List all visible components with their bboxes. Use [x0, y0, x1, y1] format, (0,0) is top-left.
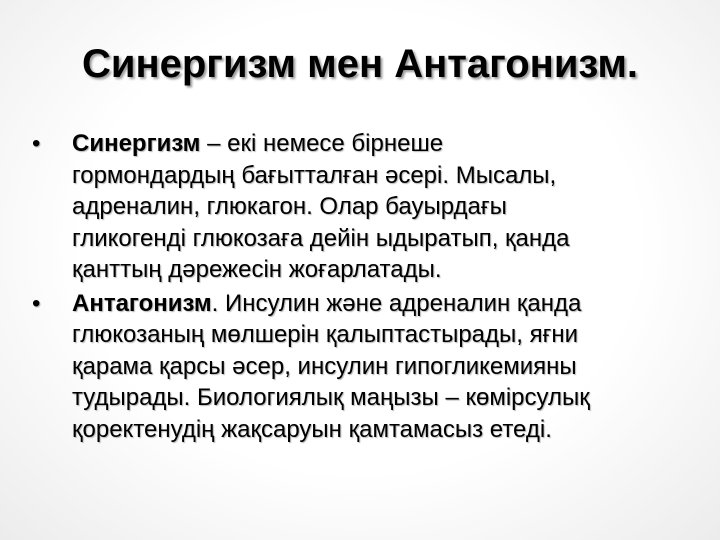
- bullet-dot-icon: •: [32, 289, 41, 317]
- bullet-line: тудырады. Биологиялық маңызы – көмірсулық: [72, 384, 590, 411]
- bullet-dot-icon: •: [32, 130, 41, 157]
- bullet-line: [72, 288, 700, 320]
- term-antagonism: Антагонизм: [72, 289, 212, 317]
- bullet-line: гормондардың бағытталған әсері. Мысалы,: [72, 161, 557, 189]
- bullet-line: [72, 128, 700, 160]
- bullet-line: адреналин, глюкагон. Олар бауырдағы: [72, 193, 507, 220]
- slide-title: Синергизм мен Антагонизм.: [81, 42, 639, 86]
- bullet-text: – екі немесе бірнеше: [200, 130, 444, 157]
- bullet-synergism: [28, 128, 700, 286]
- bullet-line: қоректенудің жақсаруын қамтамасыз етеді.: [72, 415, 552, 443]
- bullet-line: қанттың дәрежесін жоғарлатады.: [72, 256, 442, 283]
- bullet-list: [28, 128, 700, 447]
- bullet-line: гликогенді глюкозаға дейін ыдыратып, қанда: [72, 224, 570, 252]
- bullet-line: қарама қарсы әсер, инсулин гипогликемияны: [72, 352, 577, 380]
- bullet-antagonism: [28, 288, 700, 446]
- term-synergism: Синергизм: [72, 130, 201, 157]
- bullet-text: . Инсулин және адреналин қанда: [211, 289, 582, 317]
- bullet-line: глюкозаның мөлшерін қалыптастырады, яғни: [72, 321, 579, 348]
